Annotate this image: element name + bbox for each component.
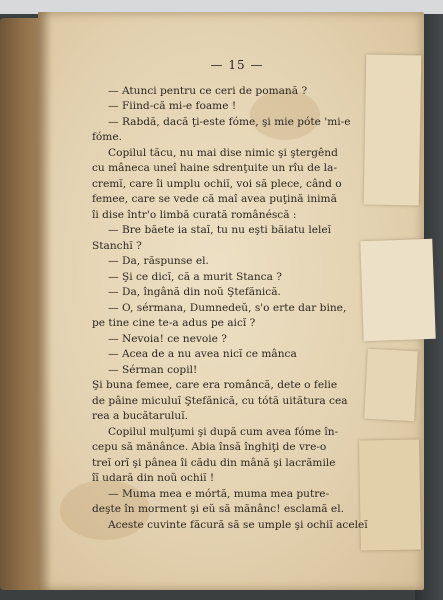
text-line: — Muma mea e mórtă, muma mea putre- xyxy=(108,487,330,500)
text-line: de pâine miculuĭ Ştefănică, cu tótă uitătura cea xyxy=(92,394,348,407)
text-line: Aceste cuvinte făcură să se umple şi ochiĭ aceleĭ xyxy=(108,518,368,531)
text-line: îi dise într'o limbă curată românéscă : xyxy=(92,208,297,221)
text-line: Stanchĭ ? xyxy=(92,239,142,252)
text-lines xyxy=(92,84,382,534)
text-line: — O, sérmana, Dumnedeŭ, s'o erte dar bine, xyxy=(108,301,347,314)
text-line: — Da, îngână din noŭ Ştefănică. xyxy=(108,286,281,298)
text-line: Copilul tăcu, nu mai dise nimic şi ştergênd xyxy=(108,146,338,159)
text-line: — Şi ce dicĭ, că a murit Stanca ? xyxy=(108,270,282,283)
page-text xyxy=(92,58,382,533)
text-line: — Da, răspunse el. xyxy=(108,255,209,267)
text-line: pe tine cine te-a adus pe aicĭ ? xyxy=(92,317,256,329)
text-line: — Sérman copil! xyxy=(108,363,198,376)
text-line: deşte în morment şi eŭ să mănânc! esclamă el. xyxy=(92,503,344,515)
text-line: cepu să mănânce. Abia însă înghiţi de vre-o xyxy=(92,441,327,453)
text-line: — Fiind-că mi-e foame ! xyxy=(108,100,237,112)
text-line: Şi buna femee, care era româncă, dete o felie xyxy=(92,379,338,391)
text-line: — Nevoia! ce nevoie ? xyxy=(108,332,227,345)
text-line: — Bre băete ia staĭ, tu nu eşti băiatu leleĭ xyxy=(108,224,332,236)
text-line: cremĭ, care îi umplu ochiĭ, voi să plece, când o xyxy=(92,177,342,190)
text-line: treĭ orĭ şi pânea îi cădu din mână şi lacrămile xyxy=(92,456,336,469)
text-line: îĭ udară din noŭ ochiĭ ! xyxy=(92,472,215,484)
text-line: Copilul mulţumi şi după cum avea fóme în- xyxy=(108,425,339,438)
text-line: — Atunci pentru ce ceri de pomană ? xyxy=(108,84,308,97)
text-line: — Rabdă, dacă ţi-este fóme, şi mie póte 'mi-e xyxy=(108,115,351,128)
text-line: femee, care se vede că maî avea puţină inimă xyxy=(92,193,337,205)
page-number: — 15 — xyxy=(210,58,264,72)
text-line: rea a bucătaruluĭ. xyxy=(92,410,188,422)
text-line: cu mâneca uneî haine sdrenţuite un rîu de la- xyxy=(92,162,337,174)
text-line: — Acea de a nu avea nicĭ ce mânca xyxy=(108,348,297,360)
text-line: fóme. xyxy=(92,131,122,143)
page-gutter-shadow xyxy=(38,12,52,590)
